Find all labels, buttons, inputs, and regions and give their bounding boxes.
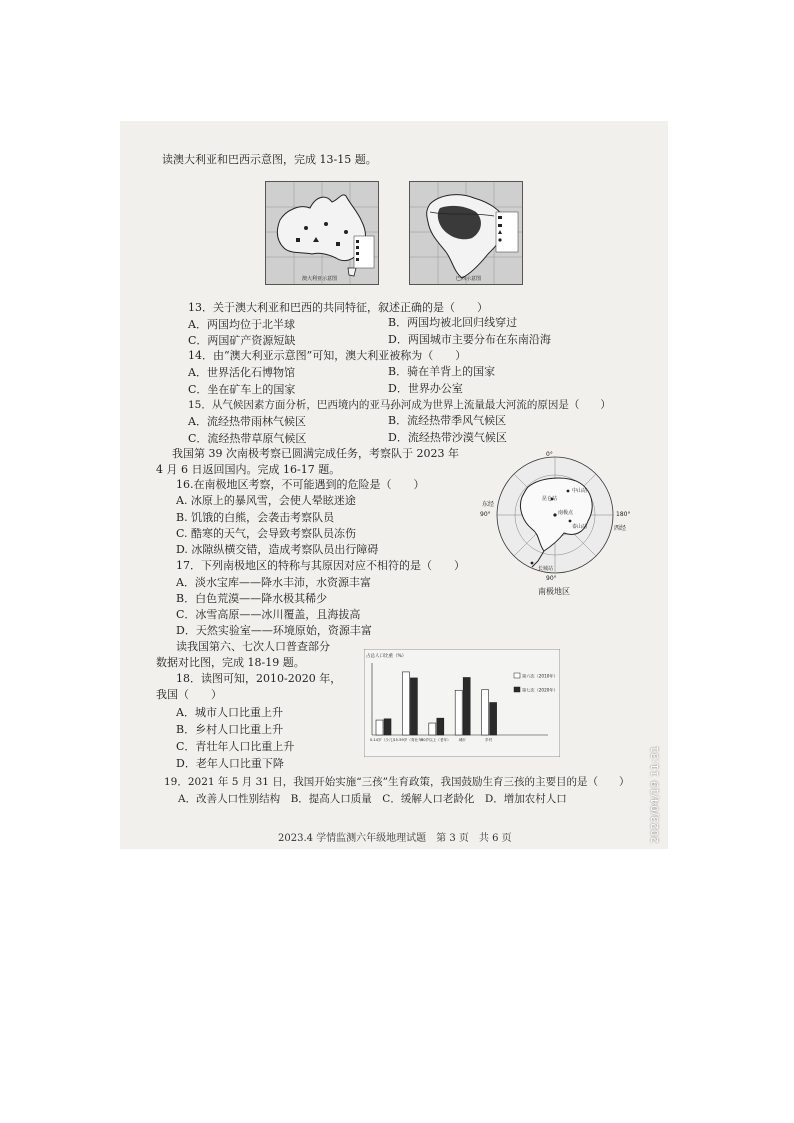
australia-map (265, 181, 379, 285)
intro-13-15: 读澳大利亚和巴西示意图，完成 13-15 题。 (162, 153, 377, 166)
population-chart (364, 649, 560, 757)
south-pole-label: 南极点 (558, 510, 574, 516)
q16-stem: 16.在南极地区考察，不可能遇到的危险是（ ） (176, 478, 425, 491)
intro-16-17-line1: 我国第 39 次南极考察已圆满完成任务，考察队于 2023 年 (172, 447, 459, 460)
q13-option-a: A．两国均位于北半球 (188, 318, 295, 331)
station-changcheng: 长城站 (538, 566, 554, 572)
q13-stem: 13．关于澳大利亚和巴西的共同特征，叙述正确的是（ ） (188, 301, 488, 314)
q17-option-c: C．冰雪高原——冰川覆盖，且海拔高 (176, 608, 361, 621)
chart-y-label: 占总人口比重（%） (366, 654, 407, 659)
legend-label-0: 第六次（2010年） (522, 673, 558, 679)
antarctic-label-180-south: 90° (546, 575, 557, 582)
antarctic-label-180: 180° (616, 511, 631, 518)
x-tick-label: 15-59岁（青壮年） (393, 738, 426, 742)
q14-option-b: B．骑在羊背上的国家 (388, 365, 496, 378)
antarctic-label-east: 东经 (482, 501, 495, 508)
bar-2020-1 (410, 678, 417, 735)
x-tick-label: 乡村 (485, 738, 493, 742)
brazil-map (409, 181, 523, 285)
q17-stem: 17．下列南极地区的特称与其原因对应不相符的是（ ） (176, 559, 465, 572)
q15-stem: 15．从气候因素方面分析，巴西境内的亚马孙河成为世界上流量最大河流的原因是（ ） (188, 399, 611, 411)
bar-2010-0 (376, 720, 383, 735)
q18-option-a: A．城市人口比重上升 (176, 706, 283, 719)
legend-label-1: 第七次（2020年） (522, 687, 558, 693)
intro-16-17-line2: 4 月 6 日返回国内。完成 16-17 题。 (156, 463, 341, 476)
bar-2010-3 (455, 690, 462, 735)
australia-map-caption: 澳大利亚示意图 (302, 276, 338, 282)
brazil-map-caption: 巴西示意图 (456, 276, 482, 282)
q16-option-c: C. 酷寒的天气，会导致考察队员冻伤 (176, 527, 357, 540)
antarctic-map (480, 451, 630, 596)
bar-2020-4 (490, 703, 497, 735)
antarctic-label-0: 0° (546, 451, 553, 458)
q16-option-a: A. 冰原上的暴风雪，会使人晕眩迷途 (176, 494, 356, 507)
q19-stem: 19．2021 年 5 月 31 日，我国开始实施“三孩”生育政策，我国鼓励生育三孩的主要目的是（ ） (164, 776, 630, 788)
antarctic-label-90: 90° (480, 511, 491, 518)
q18-option-c: C．青壮年人口比重上升 (176, 740, 295, 753)
q14-stem: 14．由“澳大利亚示意图”可知，澳大利亚被称为（ ） (188, 349, 467, 362)
q17-option-b: B．白色荒漠——降水极其稀少 (176, 592, 328, 605)
station-kunlun: 昆仑站 (542, 496, 558, 502)
q16-option-d: D. 冰隙纵横交错，造成考察队员出行障碍 (176, 543, 379, 556)
q19-options: A．改善人口性别结构 B．提高人口质量 C．缓解人口老龄化 D．增加农村人口 (178, 793, 567, 805)
q17-option-d: D．天然实验室——环境原始，资源丰富 (176, 624, 372, 637)
bar-2010-1 (402, 672, 409, 735)
intro-18-19-line2: 数据对比图，完成 18-19 题。 (156, 656, 305, 669)
bar-2020-2 (437, 718, 444, 735)
x-tick-label: 城市 (458, 738, 466, 742)
q14-option-a: A．世界活化石博物馆 (188, 366, 295, 379)
bar-2020-3 (463, 677, 470, 735)
x-tick-label: 60岁以上（老年） (420, 738, 451, 742)
antarctic-label-west: 西经 (614, 525, 627, 532)
station-zhongshan: 中山站 (572, 488, 588, 494)
q15-option-c: C．流经热带草原气候区 (188, 432, 307, 445)
bar-2020-0 (384, 719, 391, 735)
q13-option-c: C．两国矿产资源短缺 (188, 334, 296, 347)
q15-option-d: D．流经热带沙漠气候区 (388, 431, 507, 444)
x-tick-label: 0-14岁（少儿） (369, 738, 397, 742)
q18-option-d: D．老年人口比重下降 (176, 757, 284, 770)
legend-swatch-0 (514, 673, 520, 678)
scanned-page (120, 121, 668, 849)
q13-option-b: B．两国均被北回归线穿过 (388, 316, 518, 329)
q16-option-b: B. 饥饿的白熊，会袭击考察队员 (176, 511, 335, 524)
q18-stem-line2: 我国（ ） (156, 688, 222, 701)
q14-option-d: D．世界办公室 (388, 382, 463, 395)
q15-option-b: B．流经热带季风气候区 (388, 414, 507, 427)
page-footer: 2023.4 学情监测六年级地理试题 第 3 页 共 6 页 (278, 833, 512, 844)
intro-18-19-line1: 读我国第六、七次人口普查部分 (176, 640, 330, 653)
q13-option-d: D．两国城市主要分布在东南沿海 (388, 333, 551, 346)
q18-stem-line1: 18．读图可知，2010-2020 年， (176, 672, 342, 685)
q18-option-b: B．乡村人口比重上升 (176, 723, 284, 736)
photo-timestamp: 2023/04/19 11:31 (650, 745, 661, 843)
legend-swatch-1 (514, 687, 520, 692)
q15-option-a: A．流经热带雨林气候区 (188, 415, 306, 428)
q14-option-c: C．坐在矿车上的国家 (188, 383, 296, 396)
bar-2010-4 (482, 690, 489, 735)
antarctic-map-caption: 南极地区 (538, 587, 570, 596)
station-taishan: 泰山站 (572, 524, 588, 530)
bar-2010-2 (429, 723, 436, 735)
q17-option-a: A．淡水宝库——降水丰沛，水资源丰富 (176, 576, 371, 589)
